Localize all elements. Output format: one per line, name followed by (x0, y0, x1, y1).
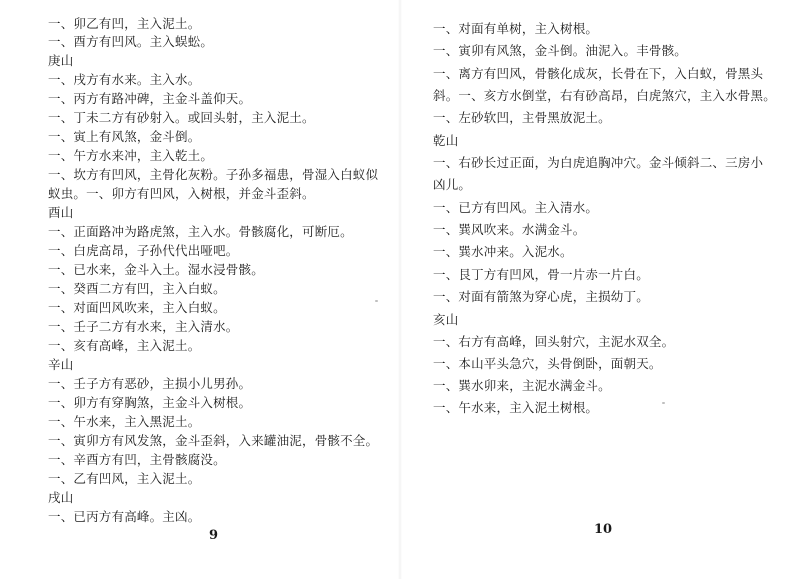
text-line: 一、戌方有水来。主入水。 (48, 72, 201, 87)
text-line: 一、巽风吹来。水满金斗。 (433, 222, 586, 237)
section-heading: 庚山 (48, 53, 74, 68)
section-heading: 戌山 (48, 490, 74, 505)
text-line: 一、本山平头急穴，头骨倒卧，面朝天。 (433, 356, 662, 371)
scan-speck (662, 402, 665, 404)
page-number: 10 (594, 522, 613, 537)
section-heading: 酉山 (48, 205, 74, 220)
section-heading: 乾山 (433, 133, 459, 148)
text-line: 一、已丙方有高峰。主凶。 (48, 509, 201, 524)
text-line: 一、午水来，主入黑泥土。 (48, 414, 201, 429)
text-line: 蚁虫。一、卯方有凹风，入树根，并金斗歪斜。 (48, 186, 315, 201)
text-line: 一、已水来，金斗入土。湿水浸骨骸。 (48, 262, 264, 277)
text-line: 一、巽水卯来，主泥水满金斗。 (433, 378, 611, 393)
text-line: 一、右砂长过正面，为白虎追胸冲穴。金斗倾斜二、三房小 (433, 155, 764, 170)
text-line: 一、寅卯有风煞，金斗倒。油泥入。丰骨骸。 (433, 43, 688, 58)
text-line: 一、辛酉方有凹，主骨骸腐没。 (48, 452, 226, 467)
text-line: 一、卯乙有凹，主入泥土。 (48, 16, 201, 31)
text-line: 一、对面有箭煞为穿心虎，主损幼丁。 (433, 289, 649, 304)
text-line: 一、壬子二方有水来，主入清水。 (48, 319, 239, 334)
text-line: 一、癸酉二方有凹，主入白蚁。 (48, 281, 226, 296)
text-line: 一、寅卯方有风发煞，金斗歪斜，入来罐油泥，骨骸不全。 (48, 433, 379, 448)
text-line: 一、右方有高峰，回头射穴，主泥水双全。 (433, 334, 675, 349)
text-line: 一、坎方有凹风，主骨化灰粉。子孙多福患，骨湿入白蚁似 (48, 167, 379, 182)
text-line: 一、寅上有风煞，金斗倒。 (48, 129, 201, 144)
text-line: 一、丙方有路冲碑，主金斗盖仰天。 (48, 91, 252, 106)
right-page (400, 0, 793, 579)
section-heading: 亥山 (433, 312, 459, 327)
text-line: 一、巽水冲来。入泥水。 (433, 244, 573, 259)
text-line: 一、正面路冲为路虎煞，主入水。骨骸腐化，可断厄。 (48, 224, 353, 239)
text-line: 一、离方有凹风，骨骸化成灰，长骨在下，入白蚁，骨黑头 (433, 66, 764, 81)
text-line: 一、亥有高峰，主入泥土。 (48, 338, 201, 353)
text-line: 一、酉方有凹风。主入蜈蚣。 (48, 34, 214, 49)
section-heading: 辛山 (48, 357, 74, 372)
text-line: 一、对面凹风吹来，主入白蚁。 (48, 300, 226, 315)
scan-speck (375, 300, 378, 302)
text-line: 一、乙有凹风，主入泥土。 (48, 471, 201, 486)
text-line: 一、午方水来冲，主入乾土。 (48, 148, 214, 163)
text-line: 一、左砂软凹，主骨黑放泥土。 (433, 110, 611, 125)
text-line: 斜。一、亥方水倒堂，右有砂高昂，白虎煞穴，主入水骨黑。 (433, 88, 776, 103)
text-line: 一、午水来，主入泥土树根。 (433, 400, 599, 415)
text-line: 一、白虎高昂，子孙代代出哑吧。 (48, 243, 239, 258)
text-line: 一、已方有凹风。主入清水。 (433, 200, 599, 215)
text-line: 一、丁未二方有砂射入。或回头射，主入泥土。 (48, 110, 315, 125)
page-number: 9 (209, 528, 219, 543)
text-line: 一、卯方有穿胸煞，主金斗入树根。 (48, 395, 252, 410)
text-line: 一、对面有单树，主入树根。 (433, 21, 599, 36)
text-line: 凶儿。 (433, 177, 472, 192)
text-line: 一、壬子方有恶砂，主损小儿男孙。 (48, 376, 252, 391)
text-line: 一、艮丁方有凹风，骨一片赤一片白。 (433, 267, 649, 282)
